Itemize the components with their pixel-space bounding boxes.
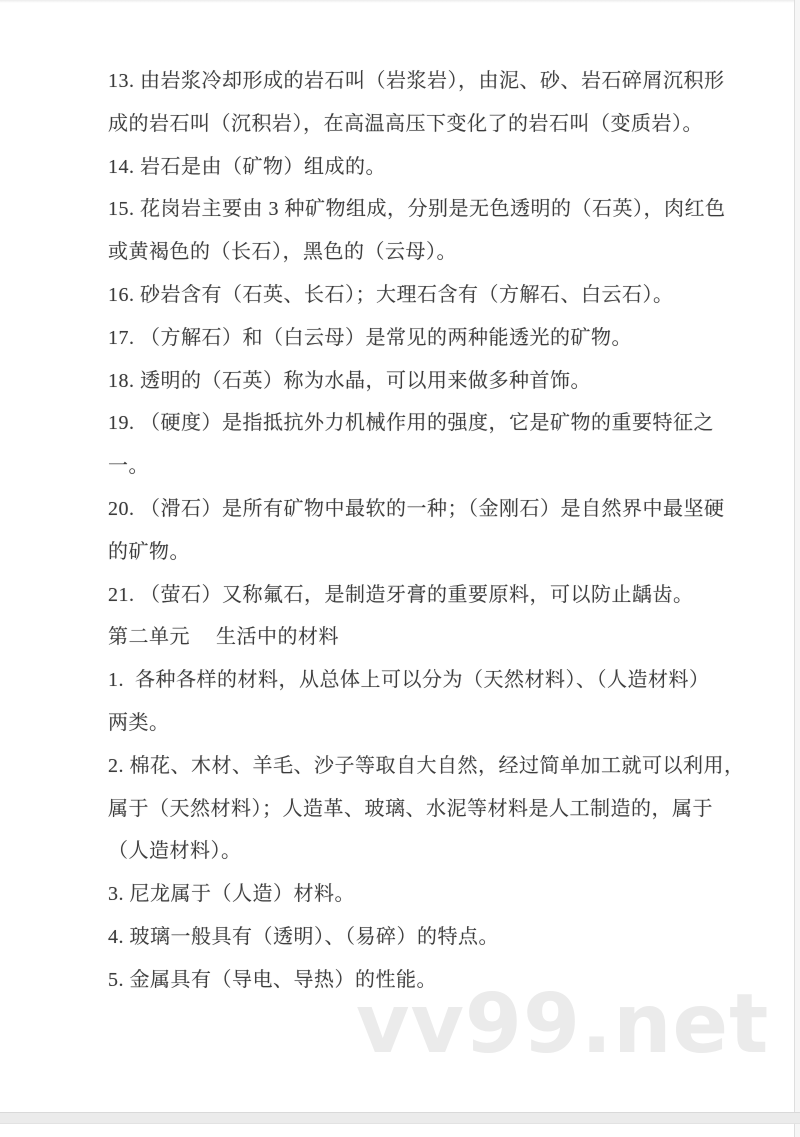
text-line: 两类。 (108, 711, 170, 734)
text-line: 的矿物。 (108, 540, 190, 563)
text-line: 一。 (108, 455, 149, 478)
text-line: 3. 尼龙属于（人造）材料。 (108, 883, 355, 906)
text-line: 或黄褐色的（长石），黑色的（云母）。 (108, 241, 457, 264)
text-block (108, 60, 745, 1002)
text-line: 15. 花岗岩主要由 3 种矿物组成，分别是无色透明的（石英），肉红色 (108, 198, 726, 221)
text-line: 13. 由岩浆冷却形成的岩石叫（岩浆岩），由泥、砂、岩石碎屑沉积形 (108, 70, 725, 92)
text-line: 第二单元 生活中的材料 (108, 626, 339, 649)
text-line: 1. 各种各样的材料，从总体上可以分为（天然材料）、（人造材料） (108, 669, 710, 692)
text-line: 14. 岩石是由（矿物）组成的。 (108, 155, 386, 178)
text-line: 20. （滑石）是所有矿物中最软的一种；（金刚石）是自然界中最坚硬 (108, 497, 725, 520)
text-line: 16. 砂岩含有（石英、长石）；大理石含有（方解石、白云石）。 (108, 283, 674, 306)
text-line: 19. （硬度）是指抵抗外力机械作用的强度，它是矿物的重要特征之 (108, 412, 714, 435)
page-right-edge-fill (795, 0, 800, 1137)
watermark: vv99.net (356, 977, 770, 1072)
page-separator (0, 1112, 800, 1124)
text-line: 属于（天然材料）；人造革、玻璃、水泥等材料是人工制造的，属于 (108, 797, 713, 820)
text-line: 2. 棉花、木材、羊毛、沙子等取自大自然，经过简单加工就可以利用， (108, 754, 745, 777)
text-line: 5. 金属具有（导电、导热）的性能。 (108, 968, 437, 991)
text-line: 21. （萤石）又称氟石，是制造牙膏的重要原料，可以防止龋齿。 (108, 583, 694, 606)
top-scan-shade (0, 0, 800, 3)
text-line: 18. 透明的（石英）称为水晶，可以用来做多种首饰。 (108, 369, 591, 392)
text-line: 4. 玻璃一般具有（透明）、（易碎）的特点。 (108, 925, 499, 948)
text-line: 成的岩石叫（沉积岩），在高温高压下变化了的岩石叫（变质岩）。 (108, 112, 703, 135)
text-line: 17. （方解石）和（白云母）是常见的两种能透光的矿物。 (108, 326, 632, 349)
text-line: （人造材料）。 (108, 840, 242, 863)
